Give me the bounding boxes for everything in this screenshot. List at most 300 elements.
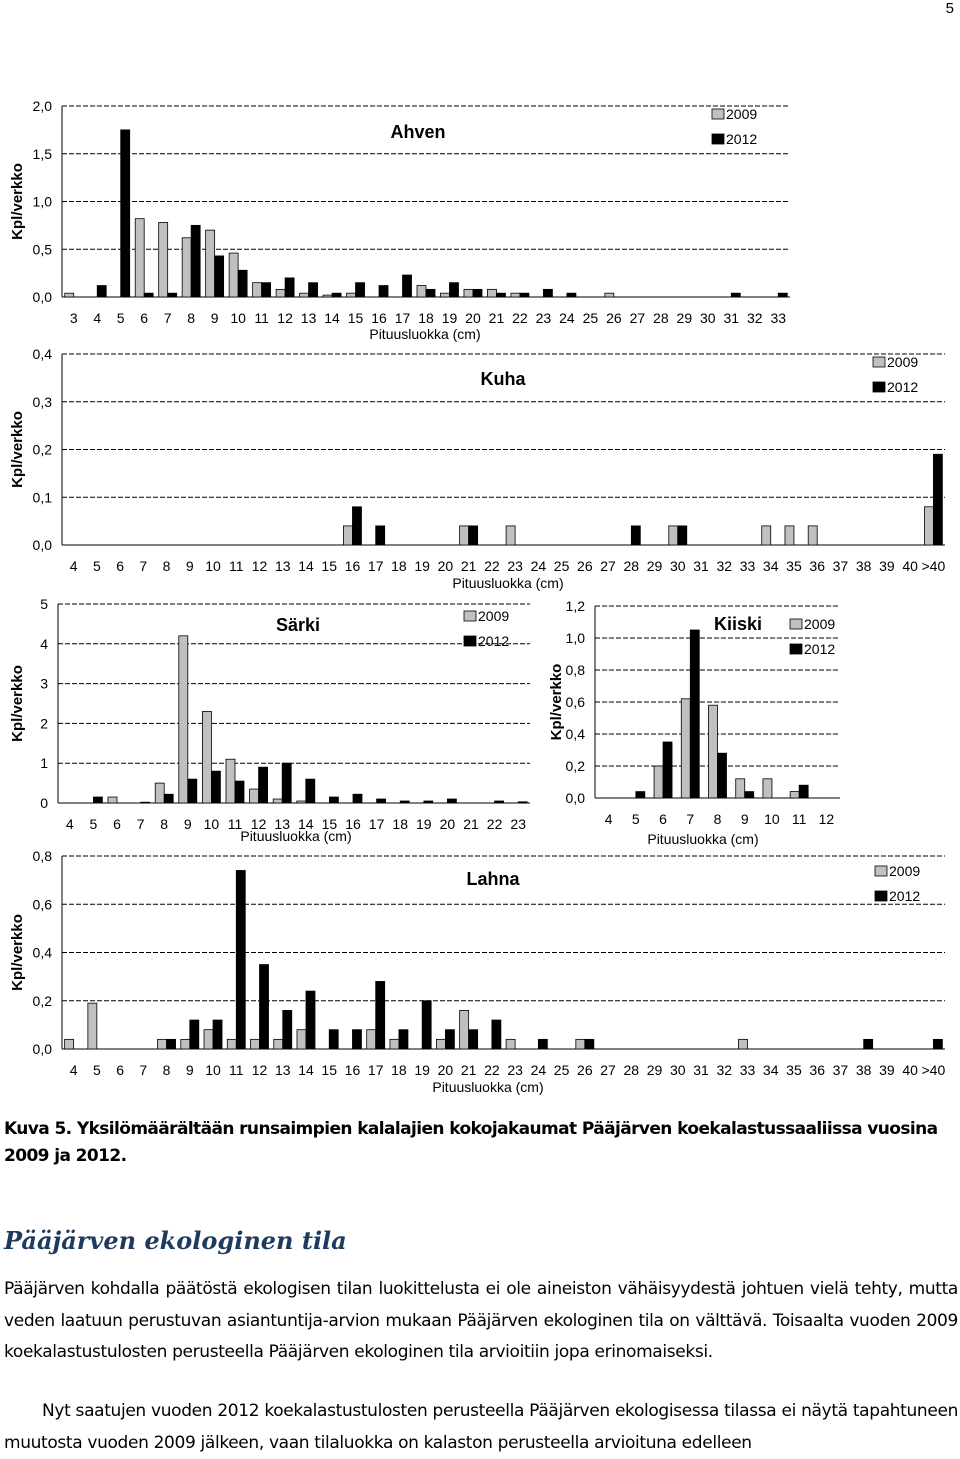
paragraph: Nyt saatujen vuoden 2012 koekalastustulosten perusteella Pääjärven ekologisessa tilassa ei näytä tapahtuneen muutosta vuoden 2009 jälkeen, vaan tilaluokka on kalaston perusteella arvioituna edelleen [4,1401,958,1453]
bar-2009 [417,286,426,297]
x-tick-label: 24 [530,1062,547,1078]
x-tick-label: 21 [463,816,479,832]
bar-2012 [236,870,245,1049]
x-tick-label: 6 [140,310,149,326]
page-number: 5 [945,0,954,17]
x-tick-label: 33 [770,310,787,326]
bar-2009 [158,1039,167,1049]
bar-2012 [376,981,385,1049]
x-tick-label: 29 [646,558,663,574]
x-tick-label: 7 [686,811,695,827]
bar-2009 [323,295,332,297]
bar-2009 [576,1039,585,1049]
bar-2009 [251,1039,260,1049]
bar-2012 [400,801,409,803]
x-tick-label: 31 [693,558,709,574]
y-tick-label: 1,0 [32,193,52,210]
bar-2012 [745,792,754,798]
x-tick-label: 22 [484,1062,500,1078]
legend-swatch-2009 [875,866,887,876]
x-tick-label: 9 [183,816,192,832]
x-tick-label: 25 [553,558,570,574]
paragraph: Pääjärven kohdalla päätöstä ekologisen tilan luokittelusta ei ole aineiston vähäisyydestä johtuen vielä tehty, mutta veden laatuun perustuvan asiantuntija-arvion mukaan Pääjärven ekologinen tila on välttävä. Toisaalta vuoden 2009 koekalastustulosten perusteella Pääjärven ekologinen tila arvioitiin jopa erinomaiseksi. [4,1279,958,1362]
bar-2009 [464,289,473,297]
bar-2009 [155,783,164,803]
x-tick-label: 19 [441,310,458,326]
x-tick-label: 34 [762,1062,779,1078]
x-tick-label: 8 [160,816,169,832]
bar-2009 [276,289,285,297]
x-tick-label: 30 [669,558,686,574]
bar-2012 [377,799,386,803]
bar-2012 [399,1030,408,1049]
x-tick-label: 35 [786,1062,802,1078]
bar-2009 [206,230,215,297]
x-tick-label: 23 [507,558,523,574]
bar-2012 [306,779,315,803]
bar-2012 [190,1020,199,1049]
x-tick-label: 21 [460,1062,477,1078]
x-axis-label: Pituusluokka (cm) [452,575,564,591]
x-tick-label: 32 [716,1062,733,1078]
x-tick-label: 9 [740,811,749,827]
x-tick-label: 38 [855,558,872,574]
x-tick-label: 18 [392,816,408,832]
bar-2009 [204,1030,213,1049]
x-tick-label: 40 [902,558,918,574]
bar-2012 [520,293,529,297]
x-tick-label: 10 [205,1062,221,1078]
y-tick-label: 0,1 [32,489,52,506]
chart-title: Kiiski [713,614,763,634]
bar-2012 [469,526,478,545]
bar-2009 [440,293,449,297]
x-tick-label: 6 [116,1062,124,1078]
y-tick-label: 0,4 [32,944,52,961]
bar-2012 [379,286,388,297]
bar-2012 [690,630,699,798]
x-axis-label: Pituusluokka (cm) [647,831,759,847]
x-tick-label: 12 [251,558,268,574]
y-axis-label: Kpl/verkko [9,665,26,742]
x-tick-label: 13 [274,816,290,832]
x-tick-label: 11 [229,1062,244,1078]
x-tick-label: 20 [437,558,454,574]
chart-title: Kuha [480,369,526,389]
bar-2012 [518,802,527,803]
bar-2012 [422,1001,431,1049]
bar-2012 [495,801,504,803]
bar-2009 [229,253,238,297]
bar-2012 [285,278,294,297]
x-tick-label: 37 [832,558,849,574]
x-tick-label: 4 [69,558,78,574]
x-tick-label: 23 [510,816,526,832]
y-axis-label: Kpl/verkko [9,163,26,240]
x-tick-label: 16 [345,816,361,832]
bar-2009 [181,1039,190,1049]
y-tick-label: 0,6 [565,694,585,710]
x-tick-label: 5 [631,811,640,827]
bar-2009 [227,1039,236,1049]
x-tick-label: 31 [693,1062,709,1078]
y-tick-label: 0,0 [565,790,585,806]
y-tick-label: 3 [40,675,48,692]
legend-label: 2012 [887,379,919,395]
x-tick-label: 32 [716,558,733,574]
bar-2009 [300,293,309,297]
y-tick-label: 2,0 [32,98,52,114]
bar-2009 [738,1039,747,1049]
x-tick-label: >40 [921,1062,946,1078]
x-tick-label: 29 [646,1062,663,1078]
bar-2012 [329,797,338,803]
x-tick-label: 9 [185,558,194,574]
bar-2009 [250,789,259,803]
legend-label: 2009 [726,106,758,122]
bar-2009 [253,283,262,297]
legend-label: 2009 [478,608,510,624]
bar-2009 [762,526,771,545]
bar-2012 [93,797,102,803]
bar-2012 [283,1010,292,1049]
bar-2012 [168,293,177,297]
bar-2012 [309,283,318,297]
bar-2009 [506,526,515,545]
bar-2009 [182,238,191,297]
bar-2012 [97,286,106,297]
legend-label: 2012 [726,131,758,147]
bar-2012 [141,802,150,803]
bar-2009 [736,779,745,798]
x-tick-label: 11 [791,811,807,827]
x-tick-label: 39 [879,558,895,574]
bar-2009 [487,289,496,297]
x-tick-label: 35 [786,558,802,574]
bar-2009 [681,699,690,798]
y-tick-label: 0,2 [565,758,585,774]
x-tick-label: 11 [254,310,269,326]
bar-2012 [799,785,808,798]
x-tick-label: 18 [391,558,407,574]
legend-swatch-2009 [464,611,476,621]
bar-2012 [306,991,315,1049]
x-tick-label: 19 [416,816,432,832]
chart-title: Särki [275,615,321,635]
x-tick-label: 28 [623,1062,640,1078]
x-tick-label: 8 [162,1062,171,1078]
x-tick-label: 28 [653,310,669,326]
bar-2012 [259,767,268,803]
bar-2012 [191,225,200,297]
x-tick-label: 37 [832,1062,849,1078]
bar-2009 [511,293,520,297]
bar-2012 [567,293,576,297]
x-tick-label: 15 [321,816,338,832]
x-tick-label: 14 [298,816,314,832]
bar-2012 [238,270,247,297]
bar-2012 [447,799,456,803]
bar-2012 [933,454,942,545]
x-tick-label: 4 [65,816,74,832]
figure-caption: Kuva 5. Yksilömäärältään runsaimpien kalalajien kokojakaumat Pääjärven koekalastussaaliissa vuosina 2009 ja 2012. [4,1119,938,1166]
y-tick-label: 2 [40,715,48,732]
y-axis-label: Kpl/verkko [9,914,26,991]
legend-label: 2012 [804,641,836,657]
x-tick-label: 22 [484,558,500,574]
bar-2012 [332,293,341,297]
x-tick-label: 20 [437,1062,454,1078]
bar-2012 [678,526,687,545]
x-tick-label: 6 [113,816,121,832]
legend-label: 2009 [804,616,836,632]
bar-2012 [731,293,740,297]
bar-2012 [213,1020,222,1049]
x-tick-label: 4 [93,310,102,326]
x-tick-label: 17 [367,1062,384,1078]
x-tick-label: 36 [809,1062,825,1078]
y-tick-label: 0 [40,795,48,811]
bar-2009 [924,507,933,545]
bar-2012 [636,792,645,798]
x-tick-label: 28 [623,558,640,574]
bar-2009 [226,759,235,803]
x-tick-label: 13 [274,1062,291,1078]
x-tick-label: 36 [809,558,825,574]
x-tick-label: 22 [486,816,503,832]
bar-2012 [403,275,412,297]
bar-2012 [121,130,130,297]
bar-2012 [353,794,362,803]
bar-2012 [356,283,365,297]
bar-2009 [709,705,718,798]
x-tick-label: 25 [582,310,599,326]
chart-title: Ahven [390,122,446,142]
bar-2009 [790,792,799,798]
x-tick-label: 15 [347,310,364,326]
x-tick-label: 12 [277,310,293,326]
y-tick-label: 0,2 [32,441,52,458]
section-heading: Pääjärven ekologinen tila [4,1226,347,1255]
bar-2012 [538,1039,547,1049]
x-tick-label: 38 [855,1062,872,1078]
bar-2012 [663,742,672,798]
bar-2012 [492,1020,501,1049]
x-tick-label: 6 [116,558,124,574]
bar-2012 [282,763,291,803]
x-tick-label: 17 [394,310,411,326]
legend-swatch-2009 [712,109,724,119]
bar-2009 [763,779,772,798]
x-tick-label: 31 [723,310,740,326]
x-tick-label: 12 [251,1062,268,1078]
x-tick-label: 11 [227,816,243,832]
legend-label: 2009 [889,863,921,879]
x-tick-label: 10 [764,811,780,827]
x-tick-label: 23 [535,310,552,326]
x-tick-label: 29 [676,310,693,326]
x-tick-label: 27 [629,310,646,326]
bar-2012 [496,293,505,297]
x-tick-label: 24 [530,558,547,574]
y-axis-label: Kpl/verkko [9,411,26,488]
x-tick-label: 26 [577,558,593,574]
x-tick-label: 10 [205,558,221,574]
bar-2012 [215,256,224,297]
y-tick-label: 1,0 [565,630,585,646]
x-tick-label: 10 [203,816,220,832]
legend-label: 2009 [887,354,919,370]
bar-2012 [718,753,727,798]
x-tick-label: 20 [465,310,481,326]
x-tick-label: >40 [921,558,946,574]
bar-2012 [262,283,271,297]
bar-2009 [460,1010,469,1049]
bar-2009 [605,293,614,297]
bar-2012 [469,1030,478,1049]
x-tick-label: 25 [553,1062,570,1078]
bar-2009 [179,636,188,803]
bar-2009 [654,766,663,798]
bar-2012 [424,801,433,803]
x-tick-label: 4 [69,1062,78,1078]
x-tick-label: 9 [210,310,219,326]
bar-2012 [352,1030,361,1049]
x-tick-label: 13 [274,558,291,574]
legend-label: 2012 [478,633,510,649]
legend-swatch-2009 [790,619,802,629]
x-tick-label: 24 [559,310,575,326]
x-tick-label: 8 [187,310,196,326]
x-tick-label: 30 [700,310,716,326]
x-tick-label: 33 [739,1062,756,1078]
x-tick-label: 26 [606,310,622,326]
y-tick-label: 5 [40,596,48,612]
bar-2012 [426,289,435,297]
bar-2012 [188,779,197,803]
x-axis-label: Pituusluokka (cm) [240,828,352,844]
x-tick-label: 20 [439,816,456,832]
x-tick-label: 5 [116,310,125,326]
x-tick-label: 12 [250,816,267,832]
y-tick-label: 0,4 [32,346,52,362]
bar-2012 [449,283,458,297]
x-tick-label: 33 [739,558,756,574]
bar-2009 [460,526,469,545]
legend-swatch-2009 [873,357,885,367]
bar-2012 [260,965,269,1049]
x-tick-label: 7 [136,816,145,832]
bar-2012 [376,526,385,545]
bar-2009 [202,711,211,803]
bar-2012 [933,1039,942,1049]
y-tick-label: 0,8 [32,848,52,864]
x-tick-label: 16 [344,558,361,574]
legend-label: 2012 [889,888,921,904]
x-tick-label: 39 [879,1062,895,1078]
x-tick-label: 17 [368,816,385,832]
x-tick-label: 27 [600,1062,616,1078]
x-tick-label: 7 [139,558,148,574]
y-tick-label: 0,0 [32,1041,52,1057]
y-tick-label: 0,3 [32,393,52,410]
bar-2012 [631,526,640,545]
x-tick-label: 40 [902,1062,918,1078]
x-tick-label: 23 [507,1062,523,1078]
bar-2012 [235,781,244,803]
x-tick-label: 13 [300,310,317,326]
legend-swatch-2012 [875,891,887,901]
bar-2009 [669,526,678,545]
bar-2009 [65,1039,74,1049]
x-tick-label: 8 [162,558,171,574]
x-tick-label: 12 [818,811,835,827]
bar-2012 [445,1030,454,1049]
y-tick-label: 0,6 [32,896,52,913]
y-tick-label: 1 [40,755,48,772]
bar-2009 [506,1039,515,1049]
x-tick-label: 32 [746,310,763,326]
legend-swatch-2012 [712,134,724,144]
bar-2012 [585,1039,594,1049]
bar-2012 [144,293,153,297]
bar-2012 [167,1039,176,1049]
x-tick-label: 14 [324,310,340,326]
x-tick-label: 7 [139,1062,148,1078]
x-tick-label: 27 [600,558,616,574]
bar-2012 [329,1030,338,1049]
x-tick-label: 30 [669,1062,686,1078]
x-tick-label: 4 [604,811,613,827]
bar-2009 [273,799,282,803]
x-tick-label: 18 [391,1062,407,1078]
y-tick-label: 0,5 [32,241,52,258]
y-tick-label: 1,5 [32,145,52,162]
x-axis-label: Pituusluokka (cm) [432,1079,544,1095]
bar-2009 [65,293,74,297]
y-tick-label: 0,8 [565,662,585,678]
x-tick-label: 5 [92,1062,101,1078]
legend-swatch-2012 [464,636,476,646]
bar-2009 [343,526,352,545]
x-tick-label: 34 [762,558,779,574]
bar-2009 [390,1039,399,1049]
bar-2009 [367,1030,376,1049]
bar-2012 [473,289,482,297]
bar-2009 [347,293,356,297]
x-tick-label: 19 [414,1062,430,1078]
y-tick-label: 4 [40,635,48,652]
y-tick-label: 1,2 [565,598,585,614]
y-tick-label: 0,2 [32,992,52,1009]
x-tick-label: 15 [321,1062,338,1078]
x-tick-label: 8 [713,811,722,827]
bar-2012 [864,1039,873,1049]
bar-2009 [297,1030,306,1049]
y-tick-label: 0,4 [565,726,585,742]
bar-2009 [297,801,306,803]
y-tick-label: 0,0 [32,289,52,305]
bar-2009 [88,1003,97,1049]
bar-2009 [274,1039,283,1049]
bar-2009 [808,526,817,545]
x-tick-label: 17 [367,558,384,574]
bar-2012 [164,794,173,803]
bar-2009 [135,219,144,297]
bar-2012 [778,293,787,297]
legend-swatch-2012 [790,644,802,654]
x-tick-label: 15 [321,558,338,574]
